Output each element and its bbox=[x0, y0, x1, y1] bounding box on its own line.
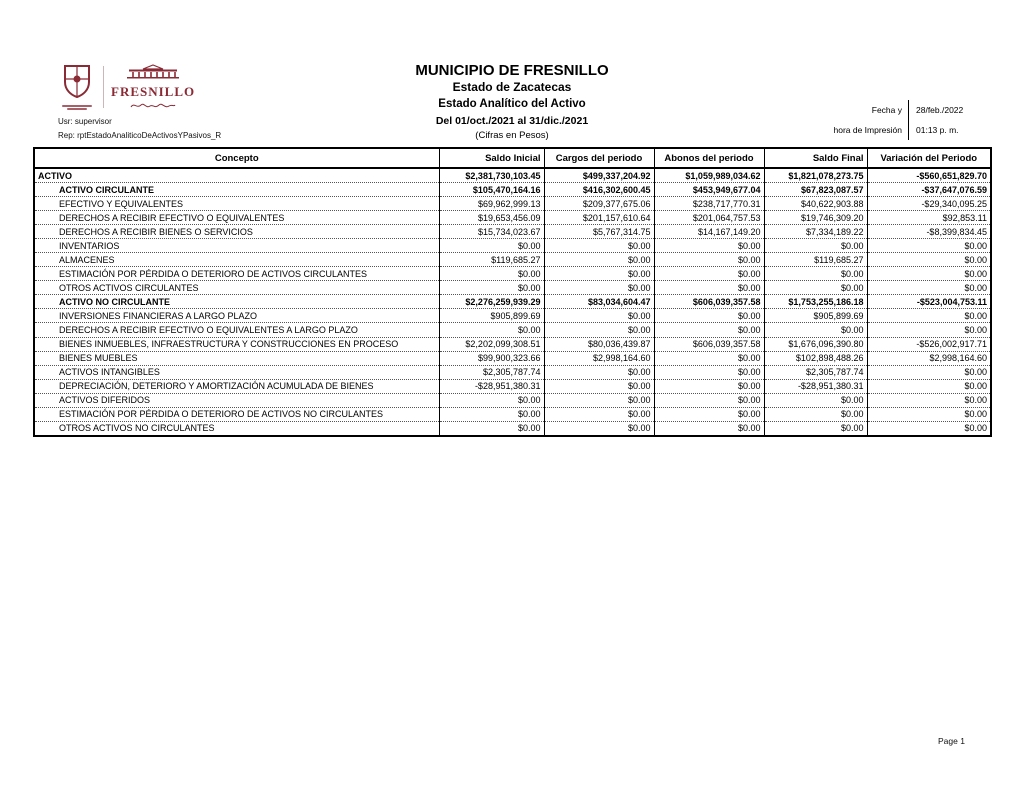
value-cell: $0.00 bbox=[544, 239, 654, 253]
value-cell: $80,036,439.87 bbox=[544, 337, 654, 351]
concepto-cell: DERECHOS A RECIBIR BIENES O SERVICIOS bbox=[34, 225, 439, 239]
table-row bbox=[34, 239, 991, 253]
value-cell: $905,899.69 bbox=[764, 309, 867, 323]
concepto-cell: DEPRECIACIÓN, DETERIORO Y AMORTIZACIÓN ACUMULADA DE BIENES bbox=[34, 379, 439, 393]
value-cell: $1,059,989,034.62 bbox=[654, 168, 764, 183]
concepto-cell: ACTIVO CIRCULANTE bbox=[34, 183, 439, 197]
concepto-cell: BIENES MUEBLES bbox=[34, 351, 439, 365]
concepto-cell: DERECHOS A RECIBIR EFECTIVO O EQUIVALENTES bbox=[34, 211, 439, 225]
date-label-line2: hora de Impresión bbox=[833, 125, 902, 135]
value-cell: $499,337,204.92 bbox=[544, 168, 654, 183]
table-row bbox=[34, 183, 991, 197]
value-cell: $0.00 bbox=[867, 407, 991, 421]
concepto-cell: ALMACENES bbox=[34, 253, 439, 267]
concepto-cell: OTROS ACTIVOS CIRCULANTES bbox=[34, 281, 439, 295]
value-cell: $69,962,999.13 bbox=[439, 197, 544, 211]
value-cell: -$37,647,076.59 bbox=[867, 183, 991, 197]
column-header: Saldo Inicial bbox=[439, 148, 544, 168]
table-row bbox=[34, 225, 991, 239]
value-cell: $606,039,357.58 bbox=[654, 337, 764, 351]
table-row bbox=[34, 197, 991, 211]
column-header: Variación del Periodo bbox=[867, 148, 991, 168]
concepto-cell: ACTIVOS DIFERIDOS bbox=[34, 393, 439, 407]
table-row bbox=[34, 351, 991, 365]
print-datetime-block bbox=[833, 100, 990, 140]
table-row bbox=[34, 379, 991, 393]
value-cell: $0.00 bbox=[544, 253, 654, 267]
value-cell: $0.00 bbox=[764, 281, 867, 295]
value-cell: $0.00 bbox=[654, 309, 764, 323]
value-cell: $0.00 bbox=[867, 281, 991, 295]
value-cell: $0.00 bbox=[867, 253, 991, 267]
table-header-row bbox=[34, 148, 991, 168]
value-cell: $209,377,675.06 bbox=[544, 197, 654, 211]
value-cell: $2,998,164.60 bbox=[544, 351, 654, 365]
value-cell: $0.00 bbox=[764, 407, 867, 421]
value-cell: $5,767,314.75 bbox=[544, 225, 654, 239]
concepto-cell: EFECTIVO Y EQUIVALENTES bbox=[34, 197, 439, 211]
time-value: 01:13 p. m. bbox=[908, 120, 990, 140]
value-cell: $92,853.11 bbox=[867, 211, 991, 225]
value-cell: $453,949,677.04 bbox=[654, 183, 764, 197]
value-cell: $0.00 bbox=[867, 323, 991, 337]
concepto-cell: ESTIMACIÓN POR PÉRDIDA O DETERIORO DE ACTIVOS CIRCULANTES bbox=[34, 267, 439, 281]
concepto-cell: INVENTARIOS bbox=[34, 239, 439, 253]
value-cell: $0.00 bbox=[439, 267, 544, 281]
value-cell: $0.00 bbox=[654, 267, 764, 281]
column-header: Concepto bbox=[34, 148, 439, 168]
value-cell: $19,746,309.20 bbox=[764, 211, 867, 225]
value-cell: $7,334,189.22 bbox=[764, 225, 867, 239]
table-row bbox=[34, 211, 991, 225]
value-cell: $0.00 bbox=[654, 323, 764, 337]
value-cell: $0.00 bbox=[439, 281, 544, 295]
value-cell: -$523,004,753.11 bbox=[867, 295, 991, 309]
value-cell: -$560,651,829.70 bbox=[867, 168, 991, 183]
value-cell: $0.00 bbox=[764, 323, 867, 337]
value-cell: $0.00 bbox=[544, 281, 654, 295]
value-cell: $2,998,164.60 bbox=[867, 351, 991, 365]
value-cell: $15,734,023.67 bbox=[439, 225, 544, 239]
value-cell: $0.00 bbox=[654, 407, 764, 421]
asset-analysis-table bbox=[33, 147, 992, 437]
value-cell: $0.00 bbox=[439, 393, 544, 407]
value-cell: $0.00 bbox=[764, 239, 867, 253]
value-cell: $2,381,730,103.45 bbox=[439, 168, 544, 183]
value-cell: $0.00 bbox=[764, 393, 867, 407]
value-cell: $0.00 bbox=[867, 239, 991, 253]
value-cell: $0.00 bbox=[439, 239, 544, 253]
value-cell: $0.00 bbox=[544, 393, 654, 407]
table-row bbox=[34, 281, 991, 295]
value-cell: $0.00 bbox=[764, 267, 867, 281]
value-cell: $0.00 bbox=[544, 407, 654, 421]
concepto-cell: OTROS ACTIVOS NO CIRCULANTES bbox=[59, 423, 215, 434]
value-cell: $1,676,096,390.80 bbox=[764, 337, 867, 351]
value-cell: $19,653,456.09 bbox=[439, 211, 544, 225]
units-note: (Cifras en Pesos) bbox=[475, 130, 549, 141]
value-cell: $606,039,357.58 bbox=[654, 295, 764, 309]
value-cell: $0.00 bbox=[867, 267, 991, 281]
value-cell: $0.00 bbox=[654, 379, 764, 393]
user-label: Usr: supervisor bbox=[58, 117, 112, 126]
value-cell: $0.00 bbox=[439, 407, 544, 421]
column-header: Saldo Final bbox=[764, 148, 867, 168]
value-cell: $0.00 bbox=[654, 239, 764, 253]
date-value: 28/feb./2022 bbox=[908, 100, 990, 120]
column-header: Cargos del periodo bbox=[544, 148, 654, 168]
value-cell: $0.00 bbox=[654, 393, 764, 407]
value-cell: $0.00 bbox=[654, 365, 764, 379]
table-row bbox=[34, 365, 991, 379]
value-cell: $2,202,099,308.51 bbox=[439, 337, 544, 351]
concepto-cell: INVERSIONES FINANCIERAS A LARGO PLAZO bbox=[34, 309, 439, 323]
value-cell: $0.00 bbox=[867, 365, 991, 379]
value-cell: $0.00 bbox=[764, 421, 867, 436]
value-cell: $0.00 bbox=[439, 421, 544, 436]
value-cell: $105,470,164.16 bbox=[439, 183, 544, 197]
value-cell: $102,898,488.26 bbox=[764, 351, 867, 365]
value-cell: $905,899.69 bbox=[439, 309, 544, 323]
value-cell: $0.00 bbox=[544, 309, 654, 323]
table-row bbox=[34, 168, 991, 183]
table-row bbox=[34, 407, 991, 421]
value-cell: $201,064,757.53 bbox=[654, 211, 764, 225]
value-cell: $67,823,087.57 bbox=[764, 183, 867, 197]
report-id-label: Rep: rptEstadoAnaliticoDeActivosYPasivos_R bbox=[58, 131, 222, 140]
value-cell: $0.00 bbox=[544, 379, 654, 393]
value-cell: $238,717,770.31 bbox=[654, 197, 764, 211]
concepto-cell: DERECHOS A RECIBIR EFECTIVO O EQUIVALENTES A LARGO PLAZO bbox=[34, 323, 439, 337]
value-cell: -$29,340,095.25 bbox=[867, 197, 991, 211]
report-period: Del 01/oct./2021 al 31/dic./2021 bbox=[435, 115, 589, 127]
value-cell: $0.00 bbox=[544, 323, 654, 337]
value-cell: $1,821,078,273.75 bbox=[764, 168, 867, 183]
value-cell: $0.00 bbox=[544, 421, 654, 436]
report-subtitle: Estado Analítico del Activo bbox=[438, 98, 586, 110]
concepto-cell: ACTIVO bbox=[34, 168, 439, 183]
value-cell: $201,157,610.64 bbox=[544, 211, 654, 225]
concepto-cell: ACTIVO NO CIRCULANTE bbox=[34, 295, 439, 309]
value-cell: $1,753,255,186.18 bbox=[764, 295, 867, 309]
value-cell: -$526,002,917.71 bbox=[867, 337, 991, 351]
table-row bbox=[34, 295, 991, 309]
value-cell: $0.00 bbox=[654, 253, 764, 267]
value-cell: $2,305,787.74 bbox=[439, 365, 544, 379]
value-cell: -$28,951,380.31 bbox=[764, 379, 867, 393]
table-body bbox=[34, 168, 991, 436]
concepto-cell: BIENES INMUEBLES, INFRAESTRUCTURA Y CONSTRUCCIONES EN PROCESO bbox=[34, 337, 439, 351]
value-cell: $83,034,604.47 bbox=[544, 295, 654, 309]
value-cell: $416,302,600.45 bbox=[544, 183, 654, 197]
table-row bbox=[34, 267, 991, 281]
table-row bbox=[34, 253, 991, 267]
state-subtitle: Estado de Zacatecas bbox=[452, 80, 572, 94]
logo-word: FRESNILLO bbox=[111, 84, 196, 99]
page-number: Page 1 bbox=[938, 736, 965, 746]
value-cell: -$8,399,834.45 bbox=[867, 225, 991, 239]
value-cell: $2,305,787.74 bbox=[764, 365, 867, 379]
value-cell: $0.00 bbox=[544, 365, 654, 379]
value-cell: $0.00 bbox=[867, 393, 991, 407]
value-cell: $40,622,903.88 bbox=[764, 197, 867, 211]
value-cell: $119,685.27 bbox=[439, 253, 544, 267]
value-cell: $0.00 bbox=[867, 421, 991, 436]
value-cell: $0.00 bbox=[654, 351, 764, 365]
page-title: MUNICIPIO DE FRESNILLO bbox=[415, 62, 609, 79]
value-cell: $0.00 bbox=[654, 281, 764, 295]
value-cell: $0.00 bbox=[867, 309, 991, 323]
value-cell: $0.00 bbox=[544, 267, 654, 281]
value-cell: $0.00 bbox=[654, 421, 764, 436]
column-header: Abonos del periodo bbox=[654, 148, 764, 168]
concepto-cell: ESTIMACIÓN POR PÉRDIDA O DETERIORO DE ACTIVOS NO CIRCULANTES bbox=[34, 407, 439, 421]
table-row bbox=[34, 393, 991, 407]
value-cell: $119,685.27 bbox=[764, 253, 867, 267]
concepto-cell: ACTIVOS INTANGIBLES bbox=[34, 365, 439, 379]
table-row bbox=[34, 323, 991, 337]
table-row bbox=[34, 337, 991, 351]
value-cell: $99,900,323.66 bbox=[439, 351, 544, 365]
value-cell: $2,276,259,939.29 bbox=[439, 295, 544, 309]
value-cell: $0.00 bbox=[439, 323, 544, 337]
value-cell: -$28,951,380.31 bbox=[439, 379, 544, 393]
value-cell: $14,167,149.20 bbox=[654, 225, 764, 239]
table-row bbox=[34, 421, 991, 436]
date-label-line1: Fecha y bbox=[871, 105, 902, 115]
table-row bbox=[34, 309, 991, 323]
value-cell: $0.00 bbox=[867, 379, 991, 393]
